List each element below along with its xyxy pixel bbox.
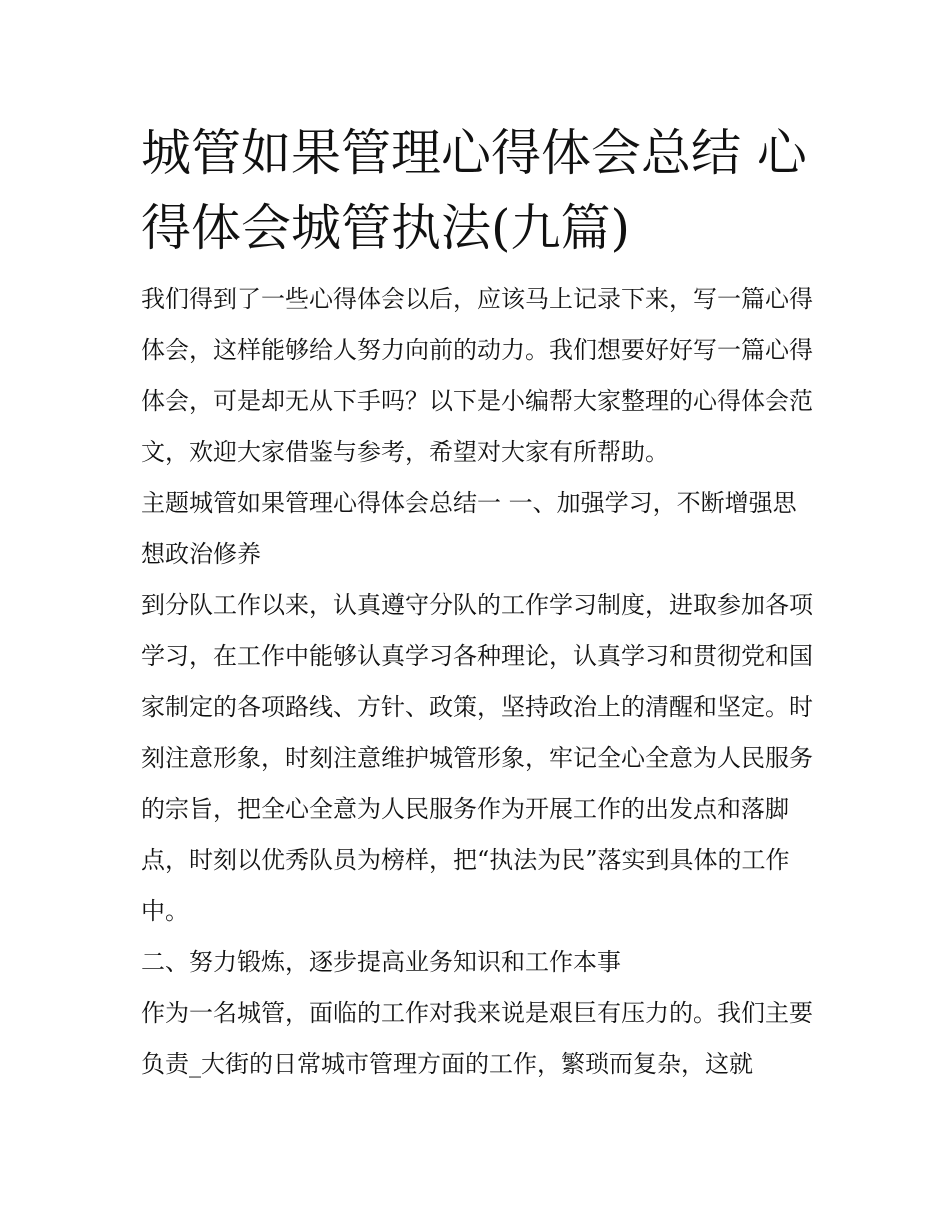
body-paragraph-2: 作为一名城管，面临的工作对我来说是艰巨有压力的。我们主要负责_大街的日常城市管理方面的工作，繁琐而复杂，这就 (141, 999, 813, 1078)
document-title: 城管如果管理心得体会总结 心得体会城管执法(九篇) (141, 124, 807, 257)
document-body (141, 116, 813, 1090)
body-paragraph-1: 到分队工作以来，认真遵守分队的工作学习制度，进取参加各项学习，在工作中能够认真学习各种理论，认真学习和贯彻党和国家制定的各项路线、方针、政策，坚持政治上的清醒和坚定。时刻注意形象，时刻注意维护城管形象，牢记全心全意为人民服务的宗旨，把全心全意为人民服务作为开展工作的出发点和落脚点，时刻以优秀队员为榜样，把“执法为民”落实到具体的工作中。 (141, 591, 813, 925)
section-heading-2: 二、努力锻炼，逐步提高业务知识和工作本事 (141, 948, 621, 976)
section-heading-1: 主题城管如果管理心得体会总结一 一、加强学习，不断增强思想政治修养 (141, 489, 797, 568)
intro-paragraph: 我们得到了一些心得体会以后，应该马上记录下来，写一篇心得体会，这样能够给人努力向前的动力。我们想要好好写一篇心得体会，可是却无从下手吗？以下是小编帮大家整理的心得体会范文，欢迎大家借鉴与参考，希望对大家有所帮助。 (141, 285, 813, 466)
